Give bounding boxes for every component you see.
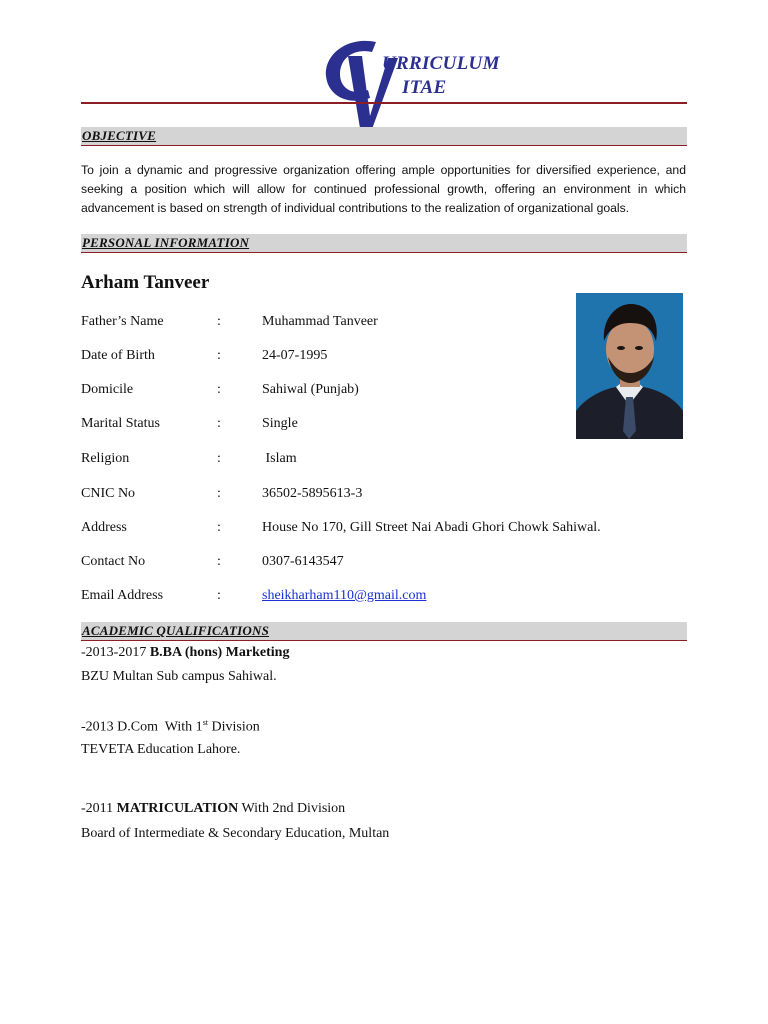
info-value: 24-07-1995 xyxy=(262,348,328,363)
header-rule xyxy=(81,102,687,104)
profile-photo xyxy=(576,293,683,439)
info-value: House No 170, Gill Street Nai Abadi Ghori Chowk Sahiwal. xyxy=(262,520,601,535)
info-separator: : xyxy=(217,520,221,535)
email-link[interactable]: sheikharham110@gmail.com xyxy=(262,588,427,603)
info-value: Muhammad Tanveer xyxy=(262,314,378,329)
info-label: Domicile xyxy=(81,382,134,397)
info-separator: : xyxy=(217,486,221,501)
academic-entry-dcom xyxy=(81,718,260,736)
logo-word-curriculum: URRICULUM xyxy=(382,53,500,74)
info-row-email xyxy=(81,588,601,608)
info-label: Marital Status xyxy=(81,416,160,431)
academic-section-bar xyxy=(81,622,687,641)
info-separator: : xyxy=(217,554,221,569)
academic-year: -2013 D.Com With 1 xyxy=(81,719,203,735)
objective-heading: OBJECTIVE xyxy=(82,128,157,143)
ordinal-suffix: st xyxy=(202,718,209,727)
info-label: Email Address xyxy=(81,588,164,603)
info-row-marital-status xyxy=(81,416,601,436)
academic-division: With 2nd Division xyxy=(238,801,346,816)
academic-institute: Board of Intermediate & Secondary Education, Multan xyxy=(81,826,390,841)
info-label: Father’s Name xyxy=(81,314,164,329)
personal-info-heading: PERSONAL INFORMATION xyxy=(82,235,250,250)
info-row-contact xyxy=(81,554,601,574)
objective-section-bar xyxy=(81,127,687,146)
academic-degree: MATRICULATION xyxy=(116,801,239,816)
logo-word-vitae: ITAE xyxy=(402,77,447,98)
academic-year: -2013-2017 xyxy=(81,645,150,660)
academic-entry-bba xyxy=(81,645,289,661)
info-label: Date of Birth xyxy=(81,348,155,363)
info-row-fathers-name xyxy=(81,314,601,334)
objective-paragraph: To join a dynamic and progressive organization offering ample opportunities for diversified experience, and seeking a position which will allow for continued professional growth, offering an environment in which advancement is based on strength of individual contributions to the realization of organizational goals. xyxy=(81,163,686,215)
info-value: Islam xyxy=(262,451,297,466)
academic-year: -2011 xyxy=(81,801,117,816)
info-label: Religion xyxy=(81,451,130,466)
info-separator: : xyxy=(217,416,221,431)
info-label: Address xyxy=(81,520,127,535)
academic-division: Division xyxy=(208,719,260,735)
info-value: 0307-6143547 xyxy=(262,554,344,569)
academic-institute: TEVETA Education Lahore. xyxy=(81,742,241,757)
info-value: Single xyxy=(262,416,298,431)
personal-info-section-bar xyxy=(81,234,687,253)
info-label: CNIC No xyxy=(81,486,136,501)
academic-degree: B.BA (hons) Marketing xyxy=(149,645,290,660)
info-label: Contact No xyxy=(81,554,146,569)
academic-entry-matric xyxy=(81,801,345,817)
academic-heading: ACADEMIC QUALIFICATIONS xyxy=(82,623,270,638)
info-row-date-of-birth xyxy=(81,348,601,368)
info-separator: : xyxy=(217,314,221,329)
info-row-address xyxy=(81,520,601,540)
info-separator: : xyxy=(217,588,221,603)
info-row-cnic xyxy=(81,486,601,506)
info-value: Sahiwal (Punjab) xyxy=(262,382,359,397)
candidate-name: Arham Tanveer xyxy=(81,272,210,293)
info-separator: : xyxy=(217,451,221,466)
info-row-domicile xyxy=(81,382,601,402)
info-value: 36502-5895613-3 xyxy=(262,486,363,501)
academic-institute: BZU Multan Sub campus Sahiwal. xyxy=(81,669,277,684)
info-separator: : xyxy=(217,348,221,363)
info-separator: : xyxy=(217,382,221,397)
info-row-religion xyxy=(81,451,601,471)
